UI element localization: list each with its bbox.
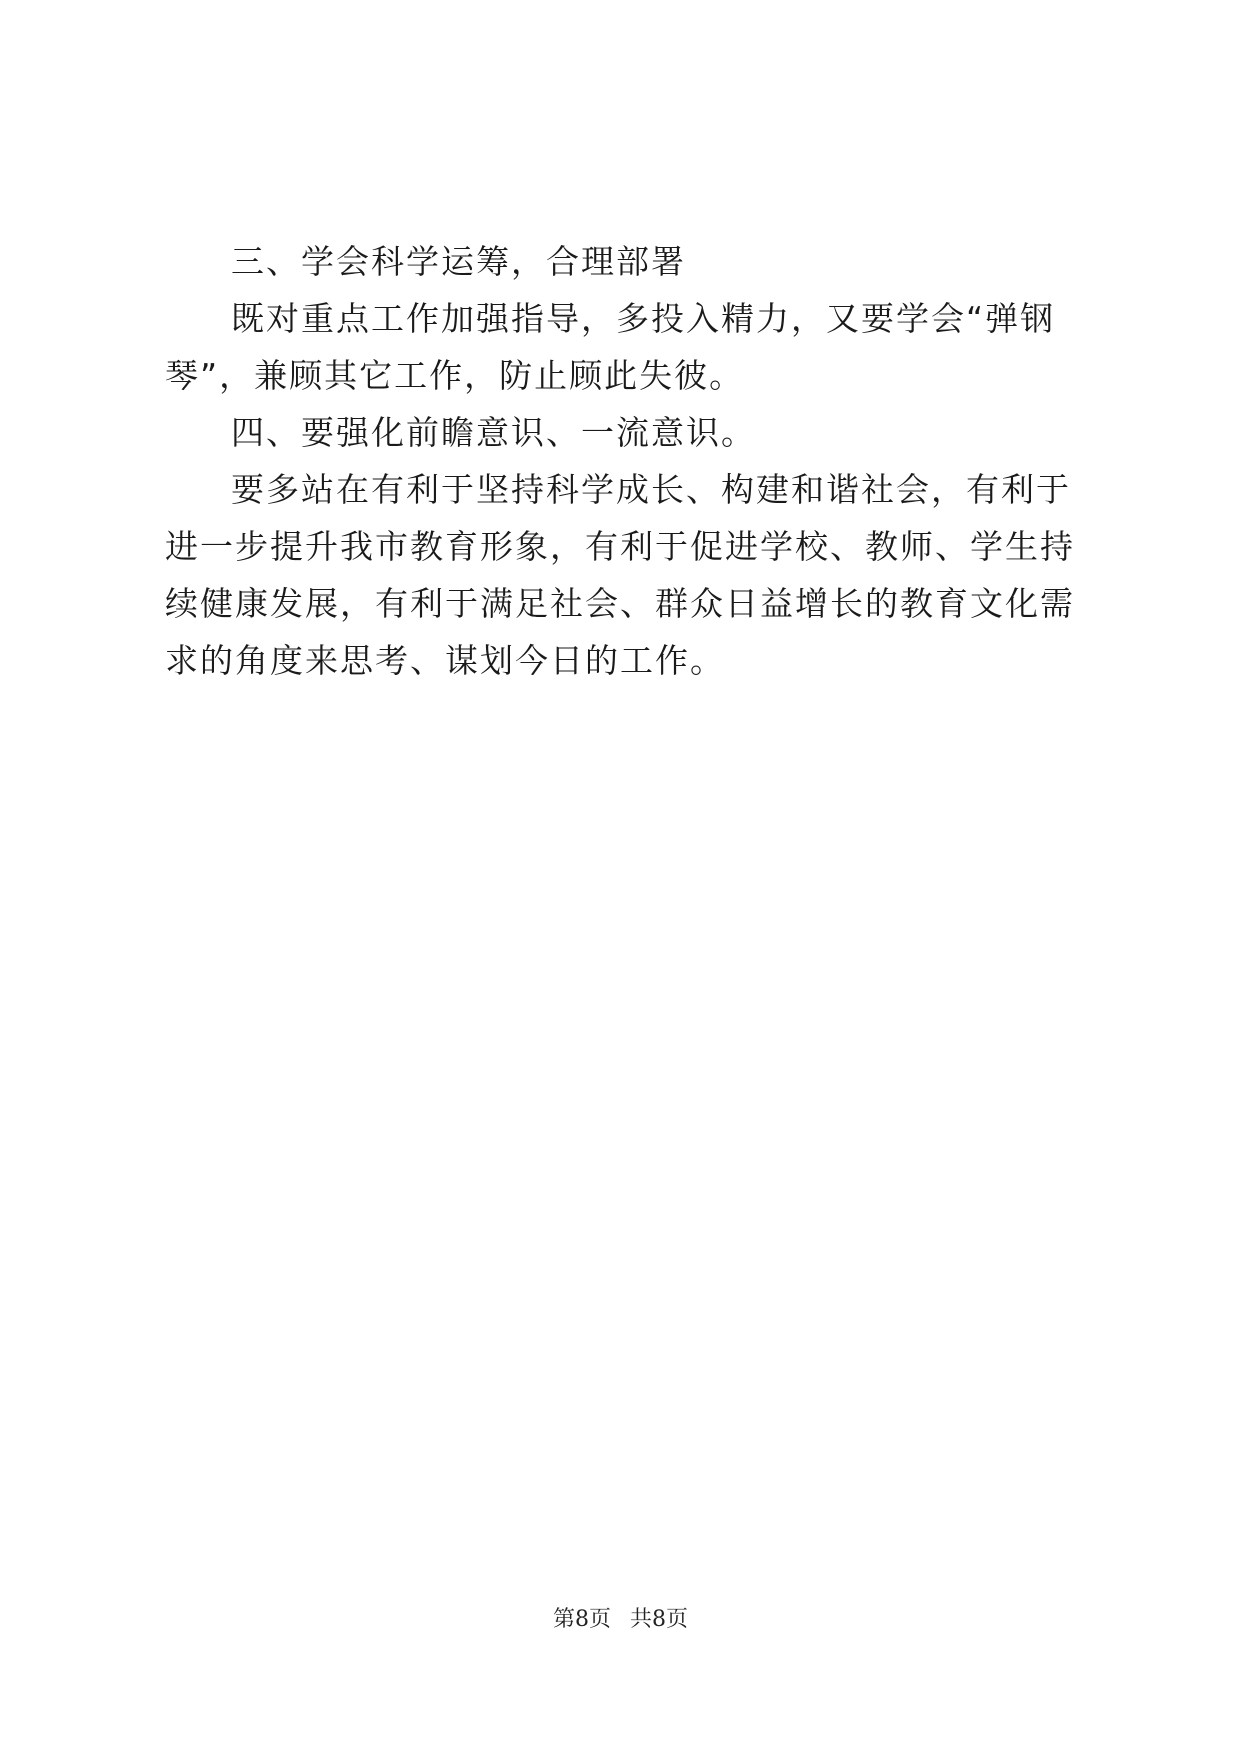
page-footer [0,1605,1241,1635]
section-heading-3: 三、学会科学运筹，合理部署 [231,242,686,281]
section-heading-4: 四、要强化前瞻意识、一流意识。 [231,413,756,452]
document-body [165,233,1085,689]
page-number-current: 第8页 [553,1607,611,1632]
body-paragraph: 既对重点工作加强指导，多投入精力，又要学会“弹钢琴”，兼顾其它工作，防止顾此失彼。 [165,299,1056,395]
page-number-total: 共8页 [630,1607,688,1632]
body-paragraph: 要多站在有利于坚持科学成长、构建和谐社会，有利于进一步提升我市教育形象，有利于促进学校、教师、学生持续健康发展，有利于满足社会、群众日益增长的教育文化需求的角度来思考、谋划今日的工作。 [165,470,1075,680]
